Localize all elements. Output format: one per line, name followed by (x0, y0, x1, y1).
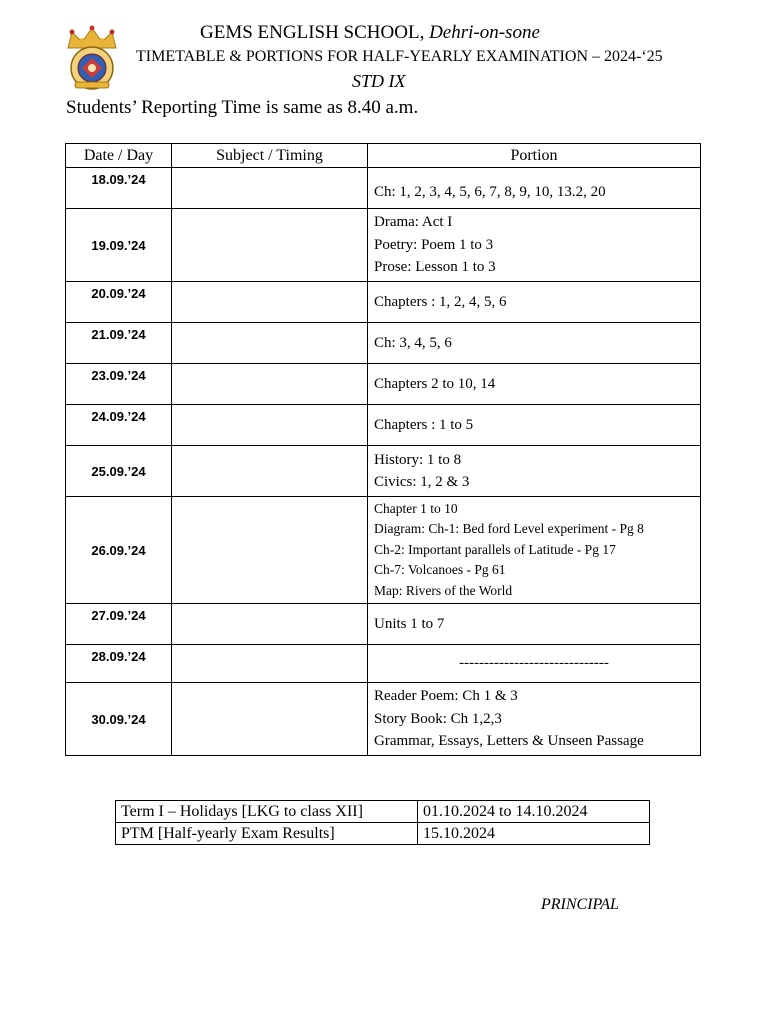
col-header-date: Date / Day (66, 144, 172, 168)
exam-title: TIMETABLE & PORTIONS FOR HALF-YEARLY EXAMINATION – 2024-‘25 (136, 48, 663, 65)
school-logo (62, 24, 122, 92)
table-row (66, 282, 701, 323)
table-row (66, 168, 701, 209)
subject-cell (172, 282, 368, 323)
portion-cell (368, 209, 701, 282)
table-row (66, 364, 701, 405)
subject-cell (172, 683, 368, 756)
portion-line: Ch: 3, 4, 5, 6 (374, 334, 452, 351)
portion-line: Poetry: Poem 1 to 3 (374, 236, 494, 253)
portion-line: Chapters 2 to 10, 14 (374, 375, 496, 392)
date-cell: 20.09.’24 (66, 282, 172, 323)
table-row (66, 645, 701, 683)
subject-cell (172, 446, 368, 497)
principal-signature: PRINCIPAL (541, 896, 619, 913)
portion-line: Story Book: Ch 1,2,3 (374, 710, 502, 727)
portion-line: Ch-2: Important parallels of Latitude - Pg 17 (374, 541, 616, 557)
table-row (66, 683, 701, 756)
portion-line: Units 1 to 7 (374, 615, 445, 632)
table-row (116, 823, 650, 845)
portion-cell (368, 446, 701, 497)
portion-line: ------------------------------ (459, 655, 609, 672)
portion-cell (368, 604, 701, 645)
subject-cell (172, 604, 368, 645)
portion-cell (368, 168, 701, 209)
portion-line: Ch-7: Volcanoes - Pg 61 (374, 562, 506, 578)
subject-cell (172, 497, 368, 604)
timetable (65, 143, 701, 756)
date-cell: 24.09.’24 (66, 405, 172, 446)
holiday-label: PTM [Half-yearly Exam Results] (116, 823, 418, 845)
portion-line: Reader Poem: Ch 1 & 3 (374, 688, 518, 705)
portion-line: History: 1 to 8 (374, 451, 462, 468)
col-header-subject: Subject / Timing (172, 144, 368, 168)
subject-cell (172, 168, 368, 209)
date-cell: 28.09.’24 (66, 645, 172, 683)
standard-label: STD IX (352, 71, 406, 91)
portion-cell (368, 364, 701, 405)
timetable-header-row (66, 144, 701, 168)
subject-cell (172, 323, 368, 364)
portion-line: Chapter 1 to 10 (374, 500, 458, 516)
school-crest-icon (62, 24, 122, 92)
date-cell: 19.09.’24 (66, 209, 172, 282)
subject-cell (172, 405, 368, 446)
holidays-table (115, 800, 650, 845)
table-row (116, 801, 650, 823)
holiday-label: Term I – Holidays [LKG to class XII] (116, 801, 418, 823)
date-cell: 18.09.’24 (66, 168, 172, 209)
portion-cell (368, 683, 701, 756)
portion-line: Civics: 1, 2 & 3 (374, 474, 470, 490)
table-row (66, 604, 701, 645)
holiday-value: 15.10.2024 (418, 823, 650, 845)
portion-line: Ch: 1, 2, 3, 4, 5, 6, 7, 8, 9, 10, 13.2, 20 (374, 183, 606, 200)
portion-cell (368, 497, 701, 604)
table-row (66, 446, 701, 497)
portion-line: Chapters : 1 to 5 (374, 416, 474, 433)
date-cell: 25.09.’24 (66, 446, 172, 497)
portion-cell (368, 323, 701, 364)
portion-line: Prose: Lesson 1 to 3 (374, 259, 496, 276)
table-row (66, 323, 701, 364)
table-row (66, 497, 701, 604)
portion-line: Chapters : 1, 2, 4, 5, 6 (374, 293, 507, 310)
subject-cell (172, 364, 368, 405)
date-cell: 27.09.’24 (66, 604, 172, 645)
portion-cell (368, 405, 701, 446)
portion-line: Drama: Act I (374, 214, 453, 231)
portion-line: Diagram: Ch-1: Bed ford Level experiment - Pg 8 (374, 521, 644, 537)
portion-line: Grammar, Essays, Letters & Unseen Passage (374, 733, 644, 750)
portion-cell (368, 645, 701, 683)
subject-cell (172, 209, 368, 282)
date-cell: 26.09.’24 (66, 497, 172, 604)
col-header-portion: Portion (368, 144, 701, 168)
date-cell: 21.09.’24 (66, 323, 172, 364)
table-row (66, 209, 701, 282)
portion-cell (368, 282, 701, 323)
subject-cell (172, 645, 368, 683)
holiday-value: 01.10.2024 to 14.10.2024 (418, 801, 650, 823)
date-cell: 30.09.’24 (66, 683, 172, 756)
reporting-time-note: Students’ Reporting Time is same as 8.40 a.m. (66, 97, 419, 118)
school-town: Dehri-on-sone (429, 22, 540, 43)
date-cell: 23.09.’24 (66, 364, 172, 405)
school-name: GEMS ENGLISH SCHOOL, (200, 22, 425, 43)
school-name-line (200, 22, 540, 44)
table-row (66, 405, 701, 446)
portion-line: Map: Rivers of the World (374, 582, 513, 598)
